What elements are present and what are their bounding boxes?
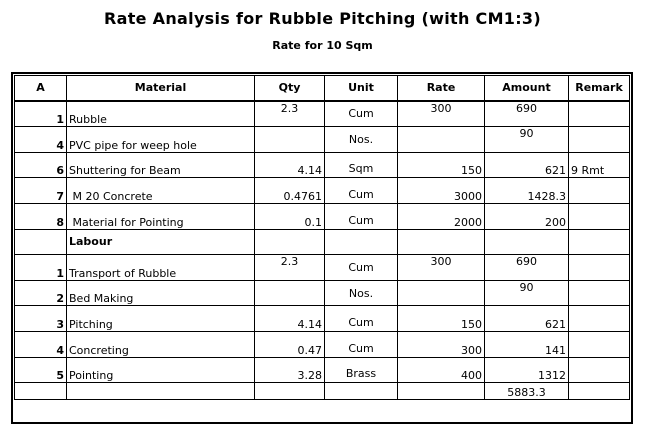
total-blank xyxy=(568,382,630,400)
qty-cell xyxy=(254,280,324,306)
header-rate: Rate xyxy=(397,75,484,101)
unit-cell: Cum xyxy=(324,177,397,203)
qty-cell: 0.1 xyxy=(254,203,324,229)
unit-cell: Nos. xyxy=(324,126,397,152)
table-row xyxy=(14,357,630,383)
qty-cell: 4.14 xyxy=(254,152,324,178)
rate-cell: 3000 xyxy=(397,177,484,203)
section-heading-labour: Labour xyxy=(66,229,254,255)
material-cell: Bed Making xyxy=(66,280,254,306)
page-subtitle: Rate for 10 Sqm xyxy=(272,39,373,52)
header-row xyxy=(14,75,630,101)
header-unit: Unit xyxy=(324,75,397,101)
qty-cell: 2.3 xyxy=(254,101,324,127)
row-number: 2 xyxy=(14,280,66,306)
remark-cell: 9 Rmt xyxy=(568,152,630,178)
header-remark: Remark xyxy=(568,75,630,101)
remark-cell xyxy=(568,177,630,203)
amount-cell: 141 xyxy=(484,331,568,357)
rate-cell: 2000 xyxy=(397,203,484,229)
amount-cell xyxy=(484,229,568,255)
remark-cell xyxy=(568,331,630,357)
row-number: 3 xyxy=(14,305,66,331)
header-qty: Qty xyxy=(254,75,324,101)
row-number: 7 xyxy=(14,177,66,203)
table-row xyxy=(14,331,630,357)
rate-cell: 150 xyxy=(397,152,484,178)
header-a: A xyxy=(14,75,66,101)
row-number: 6 xyxy=(14,152,66,178)
unit-cell: Cum xyxy=(324,101,397,127)
amount-cell: 1428.3 xyxy=(484,177,568,203)
rate-cell: 300 xyxy=(397,254,484,280)
rate-cell xyxy=(397,280,484,306)
material-cell: M 20 Concrete xyxy=(66,177,254,203)
table-row xyxy=(14,229,630,255)
rate-cell xyxy=(397,126,484,152)
remark-cell xyxy=(568,203,630,229)
amount-cell: 690 xyxy=(484,101,568,127)
row-number: 4 xyxy=(14,331,66,357)
total-row xyxy=(14,382,630,400)
qty-cell: 0.4761 xyxy=(254,177,324,203)
amount-cell: 621 xyxy=(484,305,568,331)
rate-cell: 300 xyxy=(397,101,484,127)
remark-cell xyxy=(568,357,630,383)
qty-cell xyxy=(254,126,324,152)
header-material: Material xyxy=(66,75,254,101)
total-blank xyxy=(66,382,254,400)
material-cell: PVC pipe for weep hole xyxy=(66,126,254,152)
total-amount: 5883.3 xyxy=(484,382,568,400)
table-row xyxy=(14,254,630,280)
amount-cell: 200 xyxy=(484,203,568,229)
amount-cell: 1312 xyxy=(484,357,568,383)
table-row xyxy=(14,305,630,331)
material-cell: Rubble xyxy=(66,101,254,127)
remark-cell xyxy=(568,280,630,306)
material-cell: Pointing xyxy=(66,357,254,383)
remark-cell xyxy=(568,126,630,152)
material-cell: Transport of Rubble xyxy=(66,254,254,280)
total-blank xyxy=(397,382,484,400)
row-number: 5 xyxy=(14,357,66,383)
table-row xyxy=(14,101,630,127)
table-row xyxy=(14,280,630,306)
rate-analysis-table xyxy=(14,75,630,400)
material-cell: Concreting xyxy=(66,331,254,357)
row-number: 8 xyxy=(14,203,66,229)
rate-cell xyxy=(397,229,484,255)
table-row xyxy=(14,152,630,178)
page-title: Rate Analysis for Rubble Pitching (with CM1:3) xyxy=(104,9,541,28)
total-blank xyxy=(14,382,66,400)
unit-cell: Cum xyxy=(324,305,397,331)
qty-cell: 2.3 xyxy=(254,254,324,280)
table-row xyxy=(14,177,630,203)
remark-cell xyxy=(568,305,630,331)
table-row xyxy=(14,203,630,229)
row-number: 1 xyxy=(14,254,66,280)
amount-cell: 621 xyxy=(484,152,568,178)
header-amount: Amount xyxy=(484,75,568,101)
rate-cell: 300 xyxy=(397,331,484,357)
row-number xyxy=(14,229,66,255)
material-cell: Shuttering for Beam xyxy=(66,152,254,178)
unit-cell: Nos. xyxy=(324,280,397,306)
amount-cell: 690 xyxy=(484,254,568,280)
material-cell: Material for Pointing xyxy=(66,203,254,229)
unit-cell: Brass xyxy=(324,357,397,383)
unit-cell: Cum xyxy=(324,331,397,357)
qty-cell: 4.14 xyxy=(254,305,324,331)
unit-cell: Sqm xyxy=(324,152,397,178)
qty-cell: 3.28 xyxy=(254,357,324,383)
material-cell: Pitching xyxy=(66,305,254,331)
table-row xyxy=(14,126,630,152)
total-blank xyxy=(254,382,324,400)
unit-cell xyxy=(324,229,397,255)
qty-cell: 0.47 xyxy=(254,331,324,357)
remark-cell xyxy=(568,229,630,255)
amount-cell: 90 xyxy=(484,126,568,152)
total-blank xyxy=(324,382,397,400)
unit-cell: Cum xyxy=(324,254,397,280)
rate-cell: 150 xyxy=(397,305,484,331)
remark-cell xyxy=(568,254,630,280)
rate-cell: 400 xyxy=(397,357,484,383)
remark-cell xyxy=(568,101,630,127)
row-number: 4 xyxy=(14,126,66,152)
unit-cell: Cum xyxy=(324,203,397,229)
row-number: 1 xyxy=(14,101,66,127)
qty-cell xyxy=(254,229,324,255)
amount-cell: 90 xyxy=(484,280,568,306)
